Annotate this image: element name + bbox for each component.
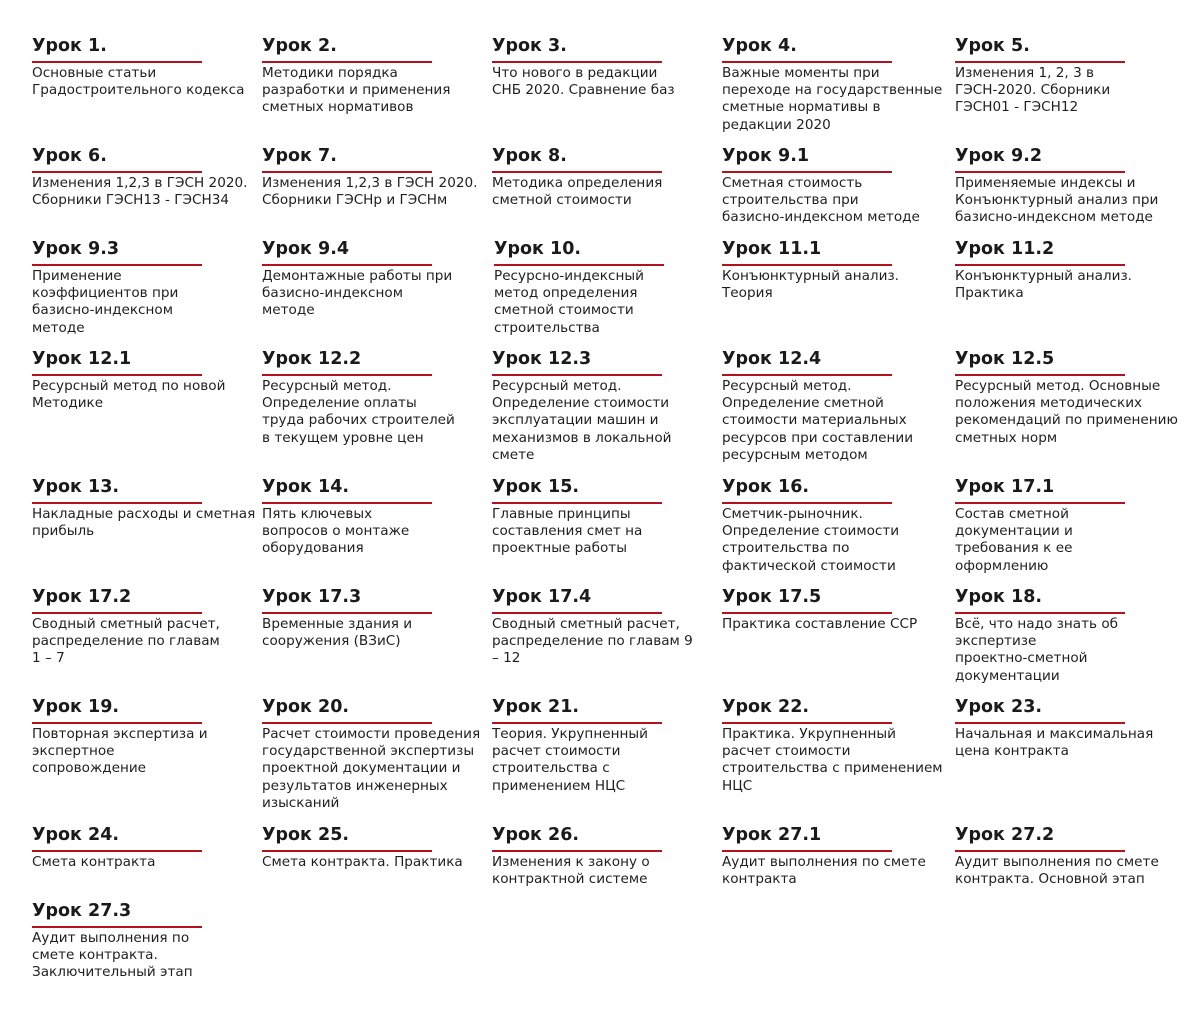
lesson-divider: [32, 171, 202, 173]
lesson-title: Урок 6.: [32, 146, 107, 166]
lesson-title: Урок 5.: [955, 36, 1030, 56]
lesson-title: Урок 18.: [955, 587, 1043, 607]
lesson-title: Урок 27.2: [955, 825, 1055, 845]
lesson-title: Урок 12.5: [955, 349, 1055, 369]
lesson-card: [32, 477, 272, 540]
lesson-title: Урок 17.2: [32, 587, 132, 607]
lesson-description: Изменения 1,2,3 в ГЭСН 2020. Сборники ГЭСНр и ГЭСНм: [262, 175, 478, 209]
lesson-title: Урок 24.: [32, 825, 120, 845]
lesson-card: [722, 697, 962, 794]
lesson-title: Урок 17.1: [955, 477, 1055, 497]
lesson-card: [955, 146, 1195, 226]
lesson-card: [722, 477, 962, 574]
lesson-card: [722, 36, 962, 133]
lesson-description: Всё, что надо знать об экспертизе проектно-сметной документации: [955, 616, 1119, 684]
lesson-divider: [492, 374, 662, 376]
lesson-divider: [722, 374, 892, 376]
lesson-title: Урок 2.: [262, 36, 337, 56]
lesson-title: Урок 10.: [494, 239, 582, 259]
lesson-divider: [722, 171, 892, 173]
lesson-divider: [32, 264, 202, 266]
lesson-description: Теория. Укрупненный расчет стоимости строительства с применением НЦС: [492, 726, 648, 794]
lesson-description: Расчет стоимости проведения государственной экспертизы проектной документации и результатов инженерных изысканий: [262, 726, 481, 811]
lesson-card: [32, 825, 272, 870]
lesson-divider: [492, 722, 662, 724]
lesson-title: Урок 9.3: [32, 239, 120, 259]
lesson-description: Главные принципы составления смет на проектные работы: [492, 506, 643, 557]
lesson-card: [955, 36, 1195, 116]
lesson-description: Временные здания и сооружения (ВЗиС): [262, 616, 413, 650]
lesson-card: [722, 825, 962, 888]
lesson-description: Аудит выполнения по смете контракта. Основной этап: [955, 854, 1159, 888]
lesson-title: Урок 22.: [722, 697, 810, 717]
lesson-title: Урок 17.4: [492, 587, 592, 607]
lesson-divider: [955, 722, 1125, 724]
lesson-description: Сводный сметный расчет, распределение по главам 1 – 7: [32, 616, 220, 667]
lesson-card: [955, 349, 1195, 446]
lesson-divider: [722, 612, 892, 614]
lesson-card: [32, 239, 272, 336]
lesson-card: [32, 349, 272, 412]
lesson-card: [722, 239, 962, 302]
lesson-card: [494, 239, 734, 336]
lesson-description: Повторная экспертиза и экспертное сопровождение: [32, 726, 208, 777]
lesson-divider: [955, 850, 1125, 852]
lesson-divider: [955, 374, 1125, 376]
lesson-card: [262, 349, 502, 446]
lesson-card: [492, 587, 732, 667]
lesson-card: [262, 36, 502, 116]
lesson-title: Урок 15.: [492, 477, 580, 497]
lesson-description: Демонтажные работы при базисно-индексном методе: [262, 268, 453, 319]
lesson-divider: [262, 61, 432, 63]
lesson-title: Урок 26.: [492, 825, 580, 845]
lesson-description: Состав сметной документации и требования к ее оформлению: [955, 506, 1073, 574]
lesson-divider: [262, 264, 432, 266]
lesson-divider: [262, 612, 432, 614]
lesson-description: Сметчик-рыночник. Определение стоимости строительства по фактической стоимости: [722, 506, 900, 574]
lesson-divider: [262, 502, 432, 504]
lesson-title: Урок 9.1: [722, 146, 810, 166]
lesson-title: Урок 8.: [492, 146, 567, 166]
lesson-card: [262, 477, 502, 557]
lesson-divider: [955, 61, 1125, 63]
lesson-card: [722, 146, 962, 226]
lesson-divider: [492, 171, 662, 173]
lesson-card: [32, 697, 272, 777]
lesson-card: [262, 697, 502, 811]
lesson-title: Урок 11.1: [722, 239, 822, 259]
lesson-card: [492, 477, 732, 557]
lesson-card: [262, 146, 502, 209]
lesson-divider: [32, 374, 202, 376]
lesson-card: [32, 36, 272, 99]
lesson-card: [955, 239, 1195, 302]
lesson-title: Урок 3.: [492, 36, 567, 56]
lesson-divider: [722, 61, 892, 63]
lesson-description: Что нового в редакции СНБ 2020. Сравнение баз: [492, 65, 675, 99]
lesson-card: [262, 825, 502, 870]
lesson-description: Основные статьи Градостроительного кодекса: [32, 65, 245, 99]
lesson-title: Урок 12.4: [722, 349, 822, 369]
lesson-title: Урок 25.: [262, 825, 350, 845]
lesson-divider: [722, 264, 892, 266]
lesson-description: Конъюнктурный анализ. Практика: [955, 268, 1132, 302]
lesson-card: [955, 477, 1195, 574]
lesson-description: Методики порядка разработки и применения сметных нормативов: [262, 65, 451, 116]
lesson-description: Аудит выполнения по смете контракта. Заключительный этап: [32, 930, 193, 981]
lesson-title: Урок 13.: [32, 477, 120, 497]
lesson-description: Применение коэффициентов при базисно-индексном методе: [32, 268, 179, 336]
lesson-card: [492, 36, 732, 99]
lesson-card: [32, 901, 272, 981]
lesson-card: [262, 587, 502, 650]
lesson-title: Урок 16.: [722, 477, 810, 497]
lesson-title: Урок 20.: [262, 697, 350, 717]
lesson-divider: [955, 264, 1125, 266]
lesson-title: Урок 11.2: [955, 239, 1055, 259]
lesson-divider: [492, 850, 662, 852]
lesson-description: Изменения 1, 2, 3 в ГЭСН-2020. Сборники ГЭСН01 - ГЭСН12: [955, 65, 1111, 116]
lesson-description: Конъюнктурный анализ. Теория: [722, 268, 899, 302]
lesson-divider: [262, 374, 432, 376]
lesson-divider: [722, 850, 892, 852]
lesson-description: Ресурсный метод. Определение оплаты труда рабочих строителей в текущем уровне цен: [262, 378, 455, 446]
lesson-card: [955, 825, 1195, 888]
lesson-description: Применяемые индексы и Конъюнктурный анализ при базисно-индексном методе: [955, 175, 1159, 226]
lesson-card: [492, 349, 732, 463]
lesson-divider: [492, 502, 662, 504]
lesson-description: Аудит выполнения по смете контракта: [722, 854, 926, 888]
lesson-title: Урок 12.3: [492, 349, 592, 369]
lesson-title: Урок 7.: [262, 146, 337, 166]
lesson-title: Урок 12.2: [262, 349, 362, 369]
lesson-description: Сметная стоимость строительства при базисно-индексном методе: [722, 175, 920, 226]
lesson-title: Урок 1.: [32, 36, 107, 56]
lesson-card: [492, 825, 732, 888]
lesson-description: Методика определения сметной стоимости: [492, 175, 663, 209]
lesson-card: [492, 697, 732, 794]
lesson-divider: [32, 926, 202, 928]
lesson-card: [722, 349, 962, 463]
lesson-description: Смета контракта. Практика: [262, 854, 463, 870]
lesson-description: Ресурсный метод. Основные положения методических рекомендаций по применению сметных норм: [955, 378, 1178, 446]
lesson-divider: [492, 612, 662, 614]
lesson-title: Урок 17.5: [722, 587, 822, 607]
lesson-title: Урок 9.2: [955, 146, 1043, 166]
lesson-title: Урок 27.3: [32, 901, 132, 921]
lesson-card: [955, 697, 1195, 760]
lesson-title: Урок 21.: [492, 697, 580, 717]
lesson-divider: [722, 502, 892, 504]
lesson-description: Изменения к закону о контрактной системе: [492, 854, 650, 888]
lesson-divider: [262, 171, 432, 173]
lesson-description: Накладные расходы и сметная прибыль: [32, 506, 256, 540]
lesson-description: Ресурсный метод. Определение стоимости эксплуатации машин и механизмов в локальной смете: [492, 378, 672, 463]
lesson-card: [722, 587, 962, 632]
lesson-card: [492, 146, 732, 209]
lesson-divider: [32, 850, 202, 852]
lesson-description: Изменения 1,2,3 в ГЭСН 2020. Сборники ГЭСН13 - ГЭСН34: [32, 175, 248, 209]
lesson-description: Ресурсно-индексный метод определения сметной стоимости строительства: [494, 268, 644, 336]
lesson-divider: [32, 722, 202, 724]
lesson-title: Урок 4.: [722, 36, 797, 56]
lesson-divider: [32, 502, 202, 504]
lesson-divider: [955, 502, 1125, 504]
lesson-description: Смета контракта: [32, 854, 156, 870]
lesson-description: Практика. Укрупненный расчет стоимости строительства с применением НЦС: [722, 726, 943, 794]
lesson-description: Начальная и максимальная цена контракта: [955, 726, 1154, 760]
lesson-title: Урок 9.4: [262, 239, 350, 259]
lesson-title: Урок 27.1: [722, 825, 822, 845]
lesson-divider: [492, 61, 662, 63]
lesson-description: Важные моменты при переходе на государственные сметные нормативы в редакции 2020: [722, 65, 943, 133]
lesson-divider: [32, 61, 202, 63]
lesson-title: Урок 12.1: [32, 349, 132, 369]
lesson-divider: [262, 722, 432, 724]
lesson-card: [955, 587, 1195, 684]
lesson-divider: [955, 171, 1125, 173]
lesson-description: Ресурсный метод по новой Методике: [32, 378, 226, 412]
lesson-card: [32, 587, 272, 667]
lesson-divider: [722, 722, 892, 724]
lesson-divider: [262, 850, 432, 852]
lesson-card: [262, 239, 502, 319]
lesson-description: Практика составление ССР: [722, 616, 918, 632]
lesson-divider: [955, 612, 1125, 614]
lesson-title: Урок 19.: [32, 697, 120, 717]
lesson-title: Урок 23.: [955, 697, 1043, 717]
lesson-divider: [494, 264, 664, 266]
lesson-description: Пять ключевых вопросов о монтаже оборудования: [262, 506, 410, 557]
lesson-description: Ресурсный метод. Определение сметной стоимости материальных ресурсов при составлении ресурсным методом: [722, 378, 914, 463]
lesson-card: [32, 146, 272, 209]
lesson-title: Урок 17.3: [262, 587, 362, 607]
lesson-title: Урок 14.: [262, 477, 350, 497]
lesson-divider: [32, 612, 202, 614]
lesson-description: Сводный сметный расчет, распределение по главам 9 – 12: [492, 616, 693, 667]
